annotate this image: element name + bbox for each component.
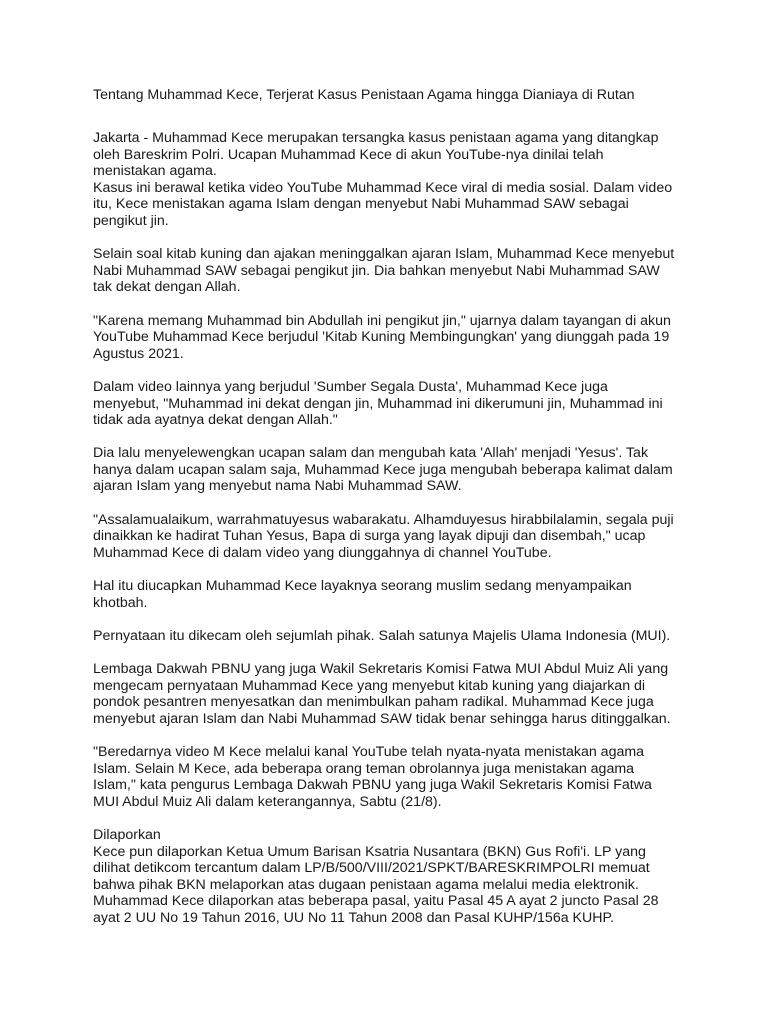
paragraph [93, 628, 713, 645]
text-line: YouTube Muhammad Kece berjudul 'Kitab Kuning Membingungkan' yang diunggah pada 19 [93, 329, 670, 346]
text-line: Muhammad Kece di dalam video yang diunggahnya di channel YouTube. [93, 544, 552, 561]
document-body [93, 130, 713, 943]
text-line: Hal itu diucapkan Muhammad Kece layaknya seorang muslim sedang menyampaikan [93, 578, 632, 595]
text-line: Agustus 2021. [93, 345, 184, 362]
text-line: tak dekat dengan Allah. [93, 279, 241, 296]
paragraph [93, 445, 713, 495]
text-line: Jakarta - Muhammad Kece merupakan tersangka kasus penistaan agama yang ditangkap [93, 130, 659, 146]
text-line: menyebut, "Muhammad ini dekat dengan jin, Muhammad ini dikerumuni jin, Muhammad ini [93, 395, 663, 412]
text-line: MUI Abdul Muiz Ali dalam keterangannya, Sabtu (21/8). [93, 793, 442, 810]
paragraph-quote [93, 313, 713, 363]
text-line: menyebut ajaran Islam dan Nabi Muhammad SAW tidak benar sehingga harus ditinggalkan. [93, 710, 671, 727]
text-line: pondok pesantren menyesatkan dan menimbulkan paham radikal. Muhammad Kece juga [93, 694, 654, 711]
document-title: Tentang Muhammad Kece, Terjerat Kasus Penistaan Agama hingga Dianiaya di Rutan [93, 87, 635, 103]
text-line: Kasus ini berawal ketika video YouTube Muhammad Kece viral di media sosial. Dalam video [93, 179, 673, 196]
text-line: khotbah. [93, 594, 148, 611]
text-line: hanya dalam ucapan salam saja, Muhammad Kece juga mengubah beberapa kalimat dalam [93, 461, 673, 478]
section-heading: Dilaporkan [93, 826, 161, 843]
text-line: "Karena memang Muhammad bin Abdullah ini pengikut jin," ujarnya dalam tayangan di akun [93, 312, 671, 329]
paragraph-quote [93, 512, 713, 562]
text-line: "Beredarnya video M Kece melalui kanal YouTube telah nyata-nyata menistakan agama [93, 743, 645, 760]
paragraph [93, 246, 713, 296]
paragraph [93, 379, 713, 429]
text-line: tidak ada ayatnya dekat dengan Allah." [93, 412, 338, 429]
text-line: pengikut jin. [93, 212, 169, 229]
paragraph-case-origin [93, 180, 713, 230]
text-line: Nabi Muhammad SAW sebagai pengikut jin. Dia bahkan menyebut Nabi Muhammad SAW [93, 262, 660, 279]
text-line: Pernyataan itu dikecam oleh sejumlah pihak. Salah satunya Majelis Ulama Indonesia (MUI). [93, 627, 671, 644]
text-line: ayat 2 UU No 19 Tahun 2016, UU No 11 Tahun 2008 dan Pasal KUHP/156a KUHP. [93, 909, 615, 926]
text-line: Islam. Selain M Kece, ada beberapa orang teman obrolannya juga menistakan agama [93, 760, 635, 777]
text-line: oleh Bareskrim Polri. Ucapan Muhammad Kece di akun YouTube-nya dinilai telah [93, 146, 604, 163]
text-line: bahwa pihak BKN melaporkan atas dugaan penistaan agama melalui media elektronik. [93, 876, 639, 893]
text-line: Islam," kata pengurus Lembaga Dakwah PBNU yang juga Wakil Sekretaris Komisi Fatwa [93, 777, 652, 794]
paragraph-quote [93, 744, 713, 810]
text-line: menistakan agama. [93, 163, 217, 180]
text-line: Muhammad Kece dilaporkan atas beberapa pasal, yaitu Pasal 45 A ayat 2 juncto Pasal 28 [93, 893, 659, 910]
text-line: dinaikkan ke hadirat Tuhan Yesus, Bapa di surga yang layak dipuji dan disembah," ucap [93, 528, 646, 545]
text-line: Lembaga Dakwah PBNU yang juga Wakil Sekretaris Komisi Fatwa MUI Abdul Muiz Ali yang [93, 661, 669, 677]
text-line: Dalam video lainnya yang berjudul 'Sumber Segala Dusta', Muhammad Kece juga [93, 378, 608, 395]
text-line: mengecam pernyataan Muhammad Kece yang menyebut kitab kuning yang diajarkan di [93, 677, 646, 694]
text-line: itu, Kece menistakan agama Islam dengan menyebut Nabi Muhammad SAW sebagai [93, 196, 629, 213]
text-line: Kece pun dilaporkan Ketua Umum Barisan Ksatria Nusantara (BKN) Gus Rofi'i. LP yang [93, 843, 646, 860]
paragraph-reported [93, 827, 713, 927]
text-line: dilihat detikcom tercantum dalam LP/B/500/VIII/2021/SPKT/BARESKRIMPOLRI memuat [93, 860, 650, 877]
text-line: "Assalamualaikum, warrahmatuyesus wabarakatu. Alhamduyesus hirabbilalamin, segala puji [93, 511, 674, 528]
paragraph [93, 578, 713, 611]
paragraph-intro [93, 130, 713, 180]
text-line: Selain soal kitab kuning dan ajakan meninggalkan ajaran Islam, Muhammad Kece menyebut [93, 246, 675, 263]
text-line: Dia lalu menyelewengkan ucapan salam dan mengubah kata 'Allah' menjadi 'Yesus'. Tak [93, 445, 649, 462]
text-line: ajaran Islam yang menyebut nama Nabi Muhammad SAW. [93, 478, 462, 495]
paragraph [93, 661, 713, 727]
